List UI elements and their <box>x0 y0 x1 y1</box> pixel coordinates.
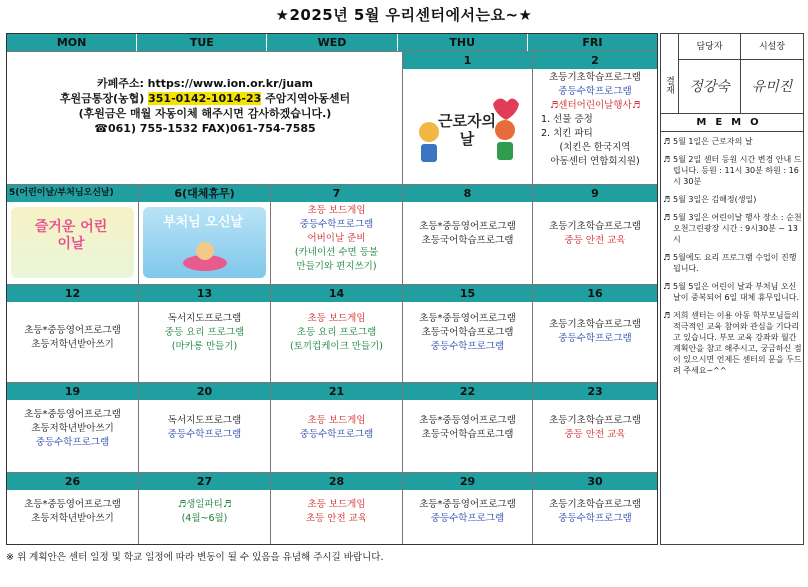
program-line: 초등저학년받아쓰기 <box>31 339 114 350</box>
day-number: 9 <box>533 185 657 202</box>
calendar-grid <box>6 33 658 545</box>
donation-note: (후원금은 매월 자동이체 해주시면 감사하겠습니다.) <box>78 107 332 120</box>
memo-note <box>663 154 803 187</box>
music-note-icon: ♬ <box>663 253 671 262</box>
day-number: 27 <box>139 473 270 490</box>
day-cell-6 <box>139 185 271 284</box>
program-line: (4월~6월) <box>181 513 228 524</box>
program-line: 독서지도프로그램 <box>167 415 242 426</box>
day-cell-16 <box>533 285 657 382</box>
page-title: ★2025년 5월 우리센터에서는요~★ <box>275 6 533 24</box>
program-line: 2. 치킨 파티 <box>541 128 593 139</box>
day-number: 13 <box>139 285 270 302</box>
program-line: 중등수학프로그램 <box>430 513 505 524</box>
memo-note <box>663 136 803 147</box>
music-note-icon: ♬ <box>663 282 671 291</box>
memo-note-text: 저희 센터는 이용 아동 학부모님들의 적극적인 교육 참여와 관심을 기다리고 있습니다. 부모 교육 강좌와 월간계획안을 참고 해주시고, 궁금하신 점이 있으시면 언제든 센터의 문을 두드려 주세요~^^ <box>673 311 802 375</box>
program-line: 초등*중등영어프로그램 <box>419 313 516 324</box>
program-line: 초등국어학습프로그램 <box>421 429 514 440</box>
memo-note <box>663 194 803 205</box>
day-number: 8 <box>403 185 532 202</box>
program-line: (마카롱 만들기) <box>171 341 238 352</box>
program-line: 중등수학프로그램 <box>299 429 374 440</box>
program-line: 중등 요리 프로그램 <box>164 327 245 338</box>
day-number: 29 <box>403 473 532 490</box>
memo-notes <box>663 136 803 383</box>
day-cell-20 <box>139 383 271 472</box>
day-number: 15 <box>403 285 532 302</box>
day-cell-8 <box>403 185 533 284</box>
day-cell-2 <box>533 52 657 184</box>
program-line: 초등*중등영어프로그램 <box>24 325 121 336</box>
program-line: 중등수학프로그램 <box>35 437 110 448</box>
memo-note-text: 5월 5일은 어린이 날과 부처님 오신날이 중복되어 6일 대체 휴무입니다. <box>673 282 799 302</box>
day-number: 19 <box>7 383 138 400</box>
day-cell-19 <box>7 383 139 472</box>
footer-note: ※ 위 계획안은 센터 일정 및 학교 일정에 따라 변동이 될 수 있음을 유념해 주시길 바랍니다. <box>6 552 384 563</box>
day-cell-28 <box>271 473 403 544</box>
buddha-day-image <box>143 207 266 278</box>
day-cell-12 <box>7 285 139 382</box>
day-cell-22 <box>403 383 533 472</box>
day-number: 22 <box>403 383 532 400</box>
program-line: 초등기초학습프로그램 <box>549 499 641 510</box>
program-line: 초등 보드게임 <box>307 415 366 426</box>
day-number: 20 <box>139 383 270 400</box>
program-line: 중등수학프로그램 <box>430 341 505 352</box>
program-line: 중등 안전 교육 <box>564 429 626 440</box>
day-cell-26 <box>7 473 139 544</box>
program-line: 독서지도프로그램 <box>167 313 242 324</box>
day-cell-14 <box>271 285 403 382</box>
memo-panel <box>660 33 804 545</box>
approval-box <box>661 34 803 114</box>
day-number: 28 <box>271 473 402 490</box>
day-number: 21 <box>271 383 402 400</box>
week-row-2 <box>7 184 657 284</box>
music-note-icon: ♬ <box>663 195 671 204</box>
day-cell-29 <box>403 473 533 544</box>
program-line: 초등국어학습프로그램 <box>421 327 514 338</box>
day-cell-7 <box>271 185 403 284</box>
childrens-day-text: 즐거운 어린이날 <box>34 219 108 252</box>
day-cell-21 <box>271 383 403 472</box>
music-note-icon: ♬ <box>663 213 671 222</box>
day-cell-1 <box>403 52 533 184</box>
program-line: (치킨은 한국지역 <box>559 142 631 153</box>
memo-note <box>663 281 803 303</box>
program-line: 만들기와 편지쓰기) <box>296 261 377 272</box>
program-line: 초등기초학습프로그램 <box>549 221 641 232</box>
program-line: 초등*중등영어프로그램 <box>419 221 516 232</box>
donation-account <box>9 91 401 106</box>
day-number: 14 <box>271 285 402 302</box>
memo-note <box>663 212 803 245</box>
day-cell-30 <box>533 473 657 544</box>
day-number: 6(대체휴무) <box>139 185 270 202</box>
day-cell-13 <box>139 285 271 382</box>
memo-note-text: 5월 1일은 근로자의 날 <box>673 137 753 146</box>
program-line: 1. 선물 증정 <box>541 114 593 125</box>
memo-note-text: 5월 3일은 김해정(생일) <box>673 195 757 204</box>
header-mon: MON <box>7 34 137 51</box>
labor-day-logo <box>409 74 525 178</box>
program-line: 초등*중등영어프로그램 <box>24 499 121 510</box>
program-line: 중등수학프로그램 <box>558 86 632 97</box>
account-label: 후원금통장(농협) <box>59 92 149 105</box>
day-number: 30 <box>533 473 657 490</box>
program-line: 초등기초학습프로그램 <box>549 72 641 83</box>
day-cell-5 <box>7 185 139 284</box>
account-holder: 주암지역아동센터 <box>261 92 351 105</box>
program-line: 초등국어학습프로그램 <box>421 235 514 246</box>
day-cell-15 <box>403 285 533 382</box>
week-row-1 <box>7 51 657 184</box>
day-cell-9 <box>533 185 657 284</box>
header-thu: THU <box>398 34 528 51</box>
buddha-day-text: 부처님 오신날 <box>163 215 243 230</box>
day-number: 12 <box>7 285 138 302</box>
header-fri: FRI <box>528 34 657 51</box>
day-number: 16 <box>533 285 657 302</box>
day-number: 26 <box>7 473 138 490</box>
header-wed: WED <box>267 34 397 51</box>
week-row-4 <box>7 382 657 472</box>
day-number: 23 <box>533 383 657 400</box>
music-note-icon: ♬ <box>663 155 671 164</box>
day-cell-23 <box>533 383 657 472</box>
info-cell <box>7 52 403 184</box>
program-line: 초등 안전 교육 <box>305 513 368 524</box>
memo-heading: MEMO <box>661 114 803 132</box>
program-line: 중등수학프로그램 <box>299 219 374 230</box>
program-line: 초등기초학습프로그램 <box>549 415 641 426</box>
approval-label: 결재 <box>661 34 679 114</box>
week-row-5 <box>7 472 657 544</box>
labor-day-text: 근로자의 날 <box>438 112 496 148</box>
program-line: 초등*중등영어프로그램 <box>419 415 516 426</box>
program-line: 초등*중등영어프로그램 <box>24 409 121 420</box>
day-number: 2 <box>533 52 657 69</box>
program-line: 초등 보드게임 <box>307 205 366 216</box>
memo-note <box>663 310 803 376</box>
program-line: 중등수학프로그램 <box>558 333 632 344</box>
memo-note-text: 5월 3일은 어린이날 행사 장소 : 순천 오천그린광장 시간 : 9시30분 ~ 13시 <box>673 213 802 244</box>
memo-note <box>663 252 803 274</box>
manager-header: 담당자 <box>679 34 741 60</box>
day-number: 7 <box>271 185 402 202</box>
program-line: ♬생일파티♬ <box>177 499 232 510</box>
program-line: ♬센터어린이날행사♬ <box>549 100 641 111</box>
weekday-header <box>7 34 657 51</box>
music-note-icon: ♬ <box>663 311 671 320</box>
day-cell-27 <box>139 473 271 544</box>
program-line: 중등수학프로그램 <box>558 513 632 524</box>
day-number: 1 <box>403 52 532 69</box>
account-number: 351-0142-1014-23 <box>148 92 262 105</box>
manager-signature: 정강숙 <box>679 60 741 114</box>
program-line: (토끼컵케이크 만들기) <box>289 341 384 352</box>
cafe-address: 카페주소: https://www.ion.or.kr/juam <box>96 77 314 90</box>
header-tue: TUE <box>137 34 267 51</box>
program-line: 아동센터 연합회지원) <box>550 156 640 167</box>
director-header: 시설장 <box>741 34 803 60</box>
day-number: 5(어린이날/부처님오신날) <box>7 185 138 202</box>
program-line: 중등수학프로그램 <box>167 429 242 440</box>
program-line: 초등기초학습프로그램 <box>549 319 641 330</box>
program-line: 중등 안전 교육 <box>564 235 626 246</box>
music-note-icon: ♬ <box>663 137 671 146</box>
program-line: 어버이날 준비 <box>307 233 366 244</box>
memo-note-text: 5월에도 요리 프로그램 수업이 진행됩니다. <box>673 253 797 273</box>
program-line: 초등 요리 프로그램 <box>296 327 377 338</box>
contact-numbers: ☎061) 755-1532 FAX)061-754-7585 <box>94 122 316 135</box>
week-row-3 <box>7 284 657 382</box>
program-line: 초등 보드게임 <box>307 313 366 324</box>
program-line: 초등저학년받아쓰기 <box>31 423 114 434</box>
program-line: 초등 보드게임 <box>307 499 366 510</box>
program-line: 초등저학년받아쓰기 <box>31 513 114 524</box>
childrens-day-image <box>11 207 134 278</box>
program-line: 초등*중등영어프로그램 <box>419 499 516 510</box>
director-signature: 유미진 <box>751 79 793 95</box>
memo-note-text: 5월 2일 센터 등원 시간 변경 안내 드립니다. 등원 : 11시 30분 하원 : 16시 30분 <box>673 155 802 186</box>
program-line: (카네이션 수면 등불 <box>294 247 379 258</box>
